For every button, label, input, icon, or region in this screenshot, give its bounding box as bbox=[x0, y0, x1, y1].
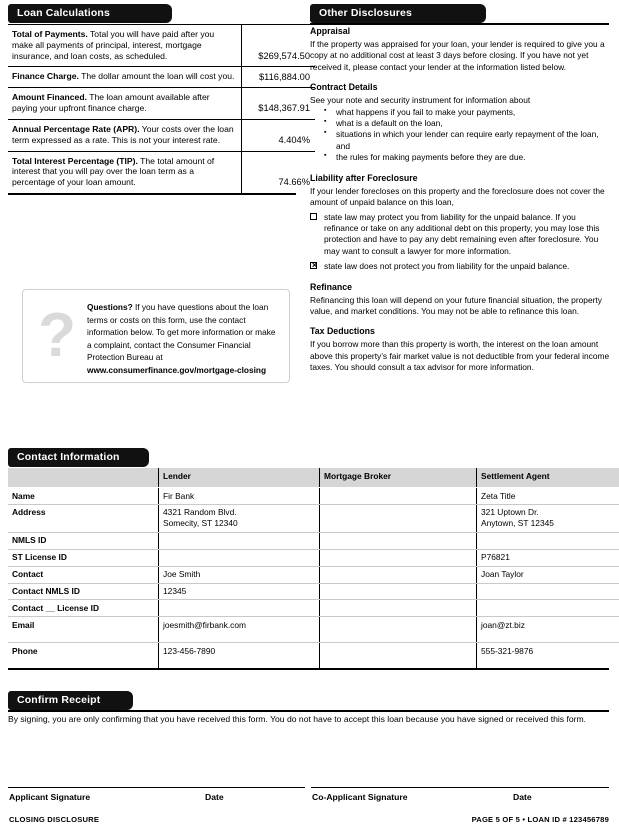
contact-broker-value bbox=[320, 617, 477, 643]
contact-lender-value bbox=[159, 600, 320, 617]
loan-calculation-row bbox=[8, 88, 315, 120]
loan-calculation-row bbox=[8, 151, 315, 193]
tax-deductions-body: If you borrow more than this property is worth, the interest on the loan amount above this property’s fair market value is not deductible from your federal income taxes. You should consult a tax advisor for more information. bbox=[310, 339, 610, 373]
tax-deductions-heading: Tax Deductions bbox=[310, 326, 375, 337]
co-applicant-signature-label: Co-Applicant Signature bbox=[312, 792, 408, 802]
co-applicant-date-label: Date bbox=[513, 792, 532, 802]
questions-lead: Questions? bbox=[87, 302, 133, 312]
contact-lender-value bbox=[159, 549, 320, 566]
disclosure-contract-details bbox=[310, 82, 610, 163]
liability-option-text: state law may protect you from liability for the unpaid balance. If you refinance or take on any additional debt on this property, you may lose this protection and have to pay any debt remaining even after foreclosure. You may want to consult a lawyer for more information. bbox=[324, 211, 600, 256]
contact-col-lender: Lender bbox=[159, 468, 320, 488]
contact-agent-value bbox=[477, 600, 619, 617]
contact-lender-value: 12345 bbox=[159, 583, 320, 600]
contact-col-agent: Settlement Agent bbox=[477, 468, 619, 488]
contact-table-bottom-rule bbox=[8, 668, 609, 670]
contact-lender-value: Fir Bank bbox=[159, 488, 320, 505]
contact-table-row bbox=[8, 583, 619, 600]
contact-lender-value: joesmith@firbank.com bbox=[159, 617, 320, 643]
contact-agent-value: Joan Taylor bbox=[477, 566, 619, 583]
disclosure-appraisal bbox=[310, 26, 610, 73]
liability-option[interactable] bbox=[310, 212, 610, 258]
contact-col-broker: Mortgage Broker bbox=[320, 468, 477, 488]
refinance-heading: Refinance bbox=[310, 281, 353, 292]
footer-document-name: CLOSING DISCLOSURE bbox=[9, 815, 100, 824]
applicant-signature-label: Applicant Signature bbox=[9, 792, 91, 802]
section-header-loan-calculations bbox=[8, 4, 172, 23]
contact-broker-value bbox=[320, 532, 477, 549]
loan-calculation-label: Annual Percentage Rate (APR). bbox=[12, 123, 140, 134]
contact-agent-value: joan@zt.biz bbox=[477, 617, 619, 643]
contract-details-bullet: ▪ the rules for making payments before they are due. bbox=[330, 152, 610, 163]
contact-broker-value bbox=[320, 504, 477, 532]
confirm-receipt-top-rule bbox=[8, 710, 609, 712]
contact-row-label: Contact NMLS ID bbox=[8, 583, 159, 600]
other-disclosures-title: Other Disclosures bbox=[319, 7, 412, 19]
questions-callout-box bbox=[22, 289, 290, 383]
disclosure-refinance bbox=[310, 282, 610, 318]
loan-calculation-value: $269,574.50 bbox=[242, 25, 316, 67]
contract-details-bullet-list bbox=[310, 107, 610, 164]
loan-calculation-value: $148,367.91 bbox=[242, 88, 316, 120]
loan-calculation-description: Total Interest Percentage (TIP). The total amount of interest that you will pay over the loan term as a percentage of your loan amount. bbox=[8, 151, 242, 193]
loan-calculations-bottom-rule bbox=[8, 193, 296, 195]
confirm-receipt-title: Confirm Receipt bbox=[17, 694, 101, 706]
loan-calculation-value: $116,884.00 bbox=[242, 67, 316, 88]
contact-table-row bbox=[8, 617, 619, 643]
contact-table-row bbox=[8, 488, 619, 505]
checkbox-unchecked-icon[interactable] bbox=[310, 213, 317, 220]
loan-calculation-description: Finance Charge. The dollar amount the loan will cost you. bbox=[8, 67, 242, 88]
contact-broker-value bbox=[320, 549, 477, 566]
questions-body: If you have questions about the loan terms or costs on this form, use the contact information below. To get more information or make a complaint, contact the Consumer Financial Protection Bureau at bbox=[87, 302, 276, 363]
footer-page-and-loan-id: PAGE 5 OF 5 • LOAN ID # 123456789 bbox=[471, 815, 609, 824]
loan-calculation-row bbox=[8, 25, 315, 67]
liability-intro: If your lender forecloses on this property and the foreclosure does not cover the amount of unpaid balance on this loan, bbox=[310, 185, 605, 208]
confirm-receipt-body: By signing, you are only confirming that you have received this form. You do not have to accept this loan because you have signed or received this form. bbox=[8, 714, 587, 724]
contact-agent-value: P76821 bbox=[477, 549, 619, 566]
contact-broker-value bbox=[320, 566, 477, 583]
contact-table-row bbox=[8, 643, 619, 669]
appraisal-body: If the property was appraised for your loan, your lender is required to give you a copy at no additional cost at least 3 days before closing. If you have not yet received it, please contact your lender at the information listed below. bbox=[310, 38, 605, 72]
contact-row-label: NMLS ID bbox=[8, 532, 159, 549]
contract-details-bullet: ▪ situations in which your lender can require early repayment of the loan, and bbox=[330, 129, 610, 152]
appraisal-heading: Appraisal bbox=[310, 26, 351, 36]
contact-row-label: Name bbox=[8, 488, 159, 505]
other-disclosures-content bbox=[310, 26, 610, 383]
contact-table-row bbox=[8, 566, 619, 583]
contact-row-label: Contact bbox=[8, 566, 159, 583]
loan-calculation-label: Total Interest Percentage (TIP). bbox=[12, 155, 138, 166]
applicant-date-label: Date bbox=[205, 792, 224, 802]
consumerfinance-url[interactable]: www.consumerfinance.gov/mortgage-closing bbox=[87, 365, 267, 376]
contact-broker-value bbox=[320, 643, 477, 669]
checkbox-checked-icon[interactable] bbox=[310, 262, 317, 269]
contract-details-heading: Contract Details bbox=[310, 82, 378, 93]
contact-row-label: Phone bbox=[12, 645, 38, 656]
contact-table-row bbox=[8, 504, 619, 532]
contact-broker-value bbox=[320, 488, 477, 505]
contact-table-row bbox=[8, 532, 619, 549]
loan-calculation-row bbox=[8, 67, 315, 88]
contract-details-bullet: ▪ what is a default on the loan, bbox=[330, 118, 610, 129]
questions-text bbox=[87, 301, 281, 377]
contact-broker-value bbox=[320, 583, 477, 600]
loan-calculation-value: 74.66% bbox=[242, 151, 316, 193]
contact-broker-value bbox=[320, 600, 477, 617]
loan-calculation-value: 4.404% bbox=[242, 119, 316, 151]
liability-heading: Liability after Foreclosure bbox=[310, 172, 418, 183]
loan-calculations-title: Loan Calculations bbox=[17, 7, 110, 19]
contract-details-intro: See your note and security instrument for information about bbox=[310, 95, 531, 106]
loan-calculations-table bbox=[8, 24, 310, 193]
contact-lender-value bbox=[159, 532, 320, 549]
loan-calculation-description: Annual Percentage Rate (APR). Your costs over the loan term expressed as a rate. This is not your interest rate. bbox=[8, 119, 242, 151]
contact-agent-value: 321 Uptown Dr. Anytown, ST 12345 bbox=[477, 504, 619, 532]
applicant-signature-line[interactable] bbox=[8, 787, 305, 788]
liability-option[interactable] bbox=[310, 261, 610, 272]
loan-calculation-label: Total of Payments. bbox=[12, 29, 88, 39]
section-header-other-disclosures bbox=[310, 4, 486, 23]
contact-agent-value: 555-321-9876 bbox=[477, 643, 619, 669]
loan-calculation-description: Amount Financed. The loan amount available after paying your upfront finance charge. bbox=[8, 88, 242, 120]
contact-lender-value: 123-456-7890 bbox=[159, 643, 320, 669]
contact-col-blank bbox=[8, 468, 159, 488]
co-applicant-signature-line[interactable] bbox=[311, 787, 609, 788]
loan-calculation-label: Amount Financed. bbox=[12, 92, 87, 103]
contact-row-label: ST License ID bbox=[8, 549, 159, 566]
loan-calculation-description: Total of Payments. Total you will have paid after you make all payments of principal, interest, mortgage insurance, and loan costs, as scheduled. bbox=[8, 25, 242, 67]
contact-agent-value: Zeta Title bbox=[477, 488, 619, 505]
loan-calculation-row bbox=[8, 119, 315, 151]
contact-information-table bbox=[8, 468, 609, 668]
contact-lender-value: Joe Smith bbox=[159, 566, 320, 583]
contact-table-header-row bbox=[8, 468, 619, 488]
contact-agent-value bbox=[477, 532, 619, 549]
contact-table-row bbox=[8, 549, 619, 566]
contract-details-bullet: ▪ what happens if you fail to make your payments, bbox=[330, 107, 610, 118]
contact-lender-value: 4321 Random Blvd. Somecity, ST 12340 bbox=[159, 504, 320, 532]
contact-row-label: Contact __ License ID bbox=[8, 600, 159, 617]
loan-calculation-label: Finance Charge. bbox=[12, 71, 79, 82]
contact-row-label: Address bbox=[8, 504, 159, 532]
contact-table-row bbox=[8, 600, 619, 617]
contact-row-label: Email bbox=[8, 617, 159, 643]
other-disclosures-top-rule bbox=[310, 23, 609, 25]
question-mark-icon: ? bbox=[38, 301, 76, 370]
section-header-contact-information bbox=[8, 448, 149, 467]
section-header-confirm-receipt bbox=[8, 691, 133, 710]
liability-option-text: state law does not protect you from liability for the unpaid balance. bbox=[324, 261, 570, 272]
contact-information-title: Contact Information bbox=[17, 451, 120, 463]
disclosure-tax-deductions bbox=[310, 326, 610, 373]
liability-options-group bbox=[310, 212, 610, 273]
disclosure-liability-after-foreclosure bbox=[310, 173, 610, 273]
contact-agent-value bbox=[477, 583, 619, 600]
refinance-body: Refinancing this loan will depend on your future financial situation, the property value, and market conditions. You may not be able to refinance this loan. bbox=[310, 294, 602, 316]
